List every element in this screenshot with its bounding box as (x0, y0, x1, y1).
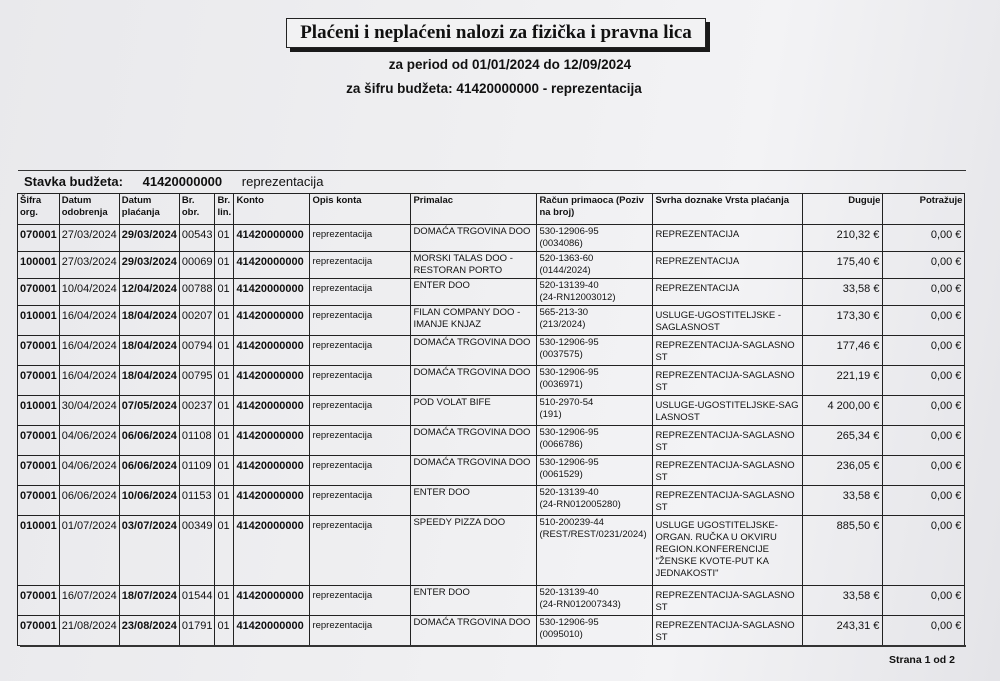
cell-opis-konta: reprezentacija (310, 252, 411, 279)
cell-konto: 41420000000 (234, 456, 310, 486)
cell-sifra: 010001 (18, 396, 60, 426)
cell-br-lin: 01 (215, 279, 234, 306)
account-number: 530-12906-95 (539, 427, 599, 438)
cell-datum-odobrenja: 16/07/2024 (59, 586, 119, 616)
cell-datum-placanja: 07/05/2024 (119, 396, 179, 426)
cell-datum-odobrenja: 04/06/2024 (59, 426, 119, 456)
cell-br-lin: 01 (215, 616, 234, 646)
cell-br-obr: 01109 (179, 456, 215, 486)
cell-datum-placanja: 18/07/2024 (119, 586, 179, 616)
cell-datum-placanja: 06/06/2024 (119, 456, 179, 486)
cell-primalac: POD VOLAT BIFE (411, 396, 537, 426)
cell-datum-placanja: 18/04/2024 (119, 366, 179, 396)
cell-primalac: ENTER DOO (411, 279, 537, 306)
cell-sifra: 070001 (18, 225, 60, 252)
cell-primalac: DOMAĆA TRGOVINA DOO (411, 336, 537, 366)
cell-datum-placanja: 23/08/2024 (119, 616, 179, 646)
cell-potrazuje: 0,00 € (883, 252, 965, 279)
col-datum-placanja: Datum plaćanja (119, 194, 179, 225)
cell-datum-odobrenja: 10/04/2024 (59, 279, 119, 306)
cell-sifra: 010001 (18, 306, 60, 336)
cell-opis-konta: reprezentacija (310, 225, 411, 252)
table-row (18, 252, 965, 279)
cell-konto: 41420000000 (234, 616, 310, 646)
table-row (18, 306, 965, 336)
cell-opis-konta: reprezentacija (310, 366, 411, 396)
cell-datum-odobrenja: 01/07/2024 (59, 516, 119, 586)
payment-reference: (0144/2024) (539, 265, 591, 276)
payments-table (17, 193, 965, 646)
cell-br-lin: 01 (215, 252, 234, 279)
cell-sifra: 070001 (18, 426, 60, 456)
cell-datum-placanja: 06/06/2024 (119, 426, 179, 456)
table-header-row (18, 194, 965, 225)
cell-potrazuje: 0,00 € (883, 516, 965, 586)
cell-sifra: 010001 (18, 516, 60, 586)
cell-sifra: 070001 (18, 336, 60, 366)
cell-datum-odobrenja: 16/04/2024 (59, 306, 119, 336)
cell-br-obr: 01108 (179, 426, 215, 456)
cell-racun (537, 366, 653, 396)
cell-br-lin: 01 (215, 426, 234, 456)
cell-br-lin: 01 (215, 336, 234, 366)
cell-duguje: 175,40 € (803, 252, 883, 279)
cell-br-lin: 01 (215, 516, 234, 586)
cell-racun (537, 516, 653, 586)
table-row (18, 486, 965, 516)
payment-reference: (0066786) (539, 439, 583, 450)
cell-datum-odobrenja: 27/03/2024 (59, 225, 119, 252)
cell-br-lin: 01 (215, 456, 234, 486)
col-br-obr: Br. obr. (179, 194, 215, 225)
table-row (18, 225, 965, 252)
cell-duguje: 177,46 € (803, 336, 883, 366)
cell-duguje: 33,58 € (803, 586, 883, 616)
cell-konto: 41420000000 (234, 426, 310, 456)
cell-opis-konta: reprezentacija (310, 306, 411, 336)
col-svrha-doznake: Svrha doznake Vrsta plaćanja (653, 194, 803, 225)
cell-sifra: 070001 (18, 616, 60, 646)
col-duguje: Duguje (803, 194, 883, 225)
cell-br-lin: 01 (215, 396, 234, 426)
cell-datum-odobrenja: 30/04/2024 (59, 396, 119, 426)
cell-konto: 41420000000 (234, 516, 310, 586)
cell-opis-konta: reprezentacija (310, 586, 411, 616)
cell-racun (537, 456, 653, 486)
cell-datum-odobrenja: 16/04/2024 (59, 336, 119, 366)
account-number: 530-12906-95 (539, 617, 599, 628)
cell-br-lin: 01 (215, 366, 234, 396)
cell-datum-odobrenja: 16/04/2024 (59, 366, 119, 396)
cell-br-obr: 00349 (179, 516, 215, 586)
cell-konto: 41420000000 (234, 366, 310, 396)
cell-datum-placanja: 29/03/2024 (119, 225, 179, 252)
cell-opis-konta: reprezentacija (310, 396, 411, 426)
cell-svrha: REPREZENTACIJA-SAGLASNO ST (653, 336, 803, 366)
cell-br-lin: 01 (215, 225, 234, 252)
cell-racun (537, 279, 653, 306)
cell-primalac: SPEEDY PIZZA DOO (411, 516, 537, 586)
col-primalac: Primalac (411, 194, 537, 225)
cell-racun (537, 306, 653, 336)
cell-datum-placanja: 10/06/2024 (119, 486, 179, 516)
cell-konto: 41420000000 (234, 279, 310, 306)
cell-primalac: DOMAĆA TRGOVINA DOO (411, 456, 537, 486)
cell-br-obr: 00069 (179, 252, 215, 279)
cell-datum-placanja: 03/07/2024 (119, 516, 179, 586)
divider-bottom (20, 645, 966, 647)
account-number: 530-12906-95 (539, 457, 599, 468)
cell-datum-odobrenja: 27/03/2024 (59, 252, 119, 279)
document-title: Plaćeni i neplaćeni nalozi za fizička i pravna lica (286, 18, 706, 48)
cell-br-obr: 00795 (179, 366, 215, 396)
table-row (18, 279, 965, 306)
cell-opis-konta: reprezentacija (310, 336, 411, 366)
cell-racun (537, 586, 653, 616)
cell-potrazuje: 0,00 € (883, 336, 965, 366)
cell-primalac: ENTER DOO (411, 486, 537, 516)
cell-opis-konta: reprezentacija (310, 279, 411, 306)
cell-sifra: 070001 (18, 486, 60, 516)
cell-konto: 41420000000 (234, 586, 310, 616)
cell-br-obr: 00543 (179, 225, 215, 252)
cell-potrazuje: 0,00 € (883, 279, 965, 306)
cell-primalac: ENTER DOO (411, 586, 537, 616)
payment-reference: (24-RN012007343) (539, 599, 621, 610)
cell-konto: 41420000000 (234, 336, 310, 366)
payment-reference: (0095010) (539, 629, 583, 640)
cell-br-lin: 01 (215, 306, 234, 336)
cell-duguje: 265,34 € (803, 426, 883, 456)
account-number: 530-12906-95 (539, 226, 599, 237)
account-number: 510-200239-44 (539, 517, 604, 528)
cell-svrha: USLUGE-UGOSTITELJSKE-SAG LASNOST (653, 396, 803, 426)
account-number: 520-13139-40 (539, 487, 599, 498)
cell-datum-placanja: 18/04/2024 (119, 336, 179, 366)
budget-code-line: za šifru budžeta: 41420000000 - reprezentacija (346, 81, 642, 96)
cell-potrazuje: 0,00 € (883, 366, 965, 396)
cell-br-obr: 01544 (179, 586, 215, 616)
table-row (18, 586, 965, 616)
cell-racun (537, 396, 653, 426)
cell-duguje: 243,31 € (803, 616, 883, 646)
col-sifra: Šifra org. (18, 194, 60, 225)
cell-br-obr: 00794 (179, 336, 215, 366)
cell-br-lin: 01 (215, 586, 234, 616)
cell-racun (537, 225, 653, 252)
table-row (18, 396, 965, 426)
cell-sifra: 070001 (18, 456, 60, 486)
cell-sifra: 100001 (18, 252, 60, 279)
cell-svrha: REPREZENTACIJA-SAGLASNO ST (653, 616, 803, 646)
cell-potrazuje: 0,00 € (883, 225, 965, 252)
cell-racun (537, 616, 653, 646)
col-datum-odobrenja: Datum odobrenja (59, 194, 119, 225)
cell-svrha: REPREZENTACIJA (653, 252, 803, 279)
account-number: 530-12906-95 (539, 337, 599, 348)
cell-primalac: DOMAĆA TRGOVINA DOO (411, 366, 537, 396)
cell-potrazuje: 0,00 € (883, 396, 965, 426)
cell-duguje: 4 200,00 € (803, 396, 883, 426)
cell-konto: 41420000000 (234, 225, 310, 252)
cell-konto: 41420000000 (234, 396, 310, 426)
payment-reference: (24-RN12003012) (539, 292, 616, 303)
cell-racun (537, 486, 653, 516)
cell-br-obr: 01791 (179, 616, 215, 646)
table-row (18, 456, 965, 486)
cell-konto: 41420000000 (234, 252, 310, 279)
cell-duguje: 221,19 € (803, 366, 883, 396)
cell-potrazuje: 0,00 € (883, 306, 965, 336)
cell-racun (537, 336, 653, 366)
cell-datum-placanja: 18/04/2024 (119, 306, 179, 336)
cell-potrazuje: 0,00 € (883, 426, 965, 456)
payment-reference: (0036971) (539, 379, 583, 390)
cell-duguje: 173,30 € (803, 306, 883, 336)
account-number: 520-1363-60 (539, 253, 594, 264)
cell-duguje: 210,32 € (803, 225, 883, 252)
budget-item-code: 41420000000 (142, 174, 223, 189)
cell-racun (537, 252, 653, 279)
cell-br-obr: 00788 (179, 279, 215, 306)
account-number: 565-213-30 (539, 307, 589, 318)
cell-konto: 41420000000 (234, 306, 310, 336)
cell-duguje: 236,05 € (803, 456, 883, 486)
cell-svrha: REPREZENTACIJA-SAGLASNO ST (653, 586, 803, 616)
cell-br-obr: 00237 (179, 396, 215, 426)
cell-svrha: REPREZENTACIJA (653, 225, 803, 252)
cell-racun (537, 426, 653, 456)
account-number: 520-13139-40 (539, 587, 599, 598)
payment-reference: (191) (539, 409, 562, 420)
payment-reference: (0034086) (539, 238, 583, 249)
account-number: 520-13139-40 (539, 280, 599, 291)
cell-svrha: REPREZENTACIJA (653, 279, 803, 306)
col-opis-konta: Opis konta (310, 194, 411, 225)
cell-svrha: REPREZENTACIJA-SAGLASNO ST (653, 486, 803, 516)
cell-primalac: DOMAĆA TRGOVINA DOO (411, 225, 537, 252)
cell-sifra: 070001 (18, 586, 60, 616)
table-row (18, 366, 965, 396)
cell-primalac: DOMAĆA TRGOVINA DOO (411, 616, 537, 646)
cell-svrha: USLUGE UGOSTITELJSKE-ORGAN. RUČKA U OKVIRU REGION.KONFERENCIJE "ŽENSKE KVOTE-PUT KA JEDNAKOSTI" (653, 516, 803, 586)
page-indicator: Strana 1 od 2 (889, 654, 955, 666)
cell-opis-konta: reprezentacija (310, 516, 411, 586)
cell-primalac: FILAN COMPANY DOO - IMANJE KNJAZ (411, 306, 537, 336)
payment-reference: (0037575) (539, 349, 583, 360)
account-number: 530-12906-95 (539, 367, 599, 378)
cell-svrha: USLUGE-UGOSTITELJSKE - SAGLASNOST (653, 306, 803, 336)
cell-datum-odobrenja: 06/06/2024 (59, 486, 119, 516)
cell-duguje: 33,58 € (803, 279, 883, 306)
cell-opis-konta: reprezentacija (310, 456, 411, 486)
cell-potrazuje: 0,00 € (883, 616, 965, 646)
cell-potrazuje: 0,00 € (883, 456, 965, 486)
payment-reference: (213/2024) (539, 319, 586, 330)
cell-datum-placanja: 12/04/2024 (119, 279, 179, 306)
cell-opis-konta: reprezentacija (310, 426, 411, 456)
budget-item-line (24, 174, 323, 189)
cell-primalac: DOMAĆA TRGOVINA DOO (411, 426, 537, 456)
cell-opis-konta: reprezentacija (310, 486, 411, 516)
cell-duguje: 33,58 € (803, 486, 883, 516)
table-row (18, 616, 965, 646)
cell-datum-placanja: 29/03/2024 (119, 252, 179, 279)
cell-potrazuje: 0,00 € (883, 586, 965, 616)
cell-duguje: 885,50 € (803, 516, 883, 586)
cell-sifra: 070001 (18, 279, 60, 306)
cell-svrha: REPREZENTACIJA-SAGLASNO ST (653, 456, 803, 486)
col-racun-primaoca: Račun primaoca (Poziv na broj) (537, 194, 653, 225)
cell-konto: 41420000000 (234, 486, 310, 516)
payment-reference: (REST/REST/0231/2024) (539, 529, 647, 540)
cell-svrha: REPREZENTACIJA-SAGLASNO ST (653, 366, 803, 396)
payment-reference: (0061529) (539, 469, 583, 480)
cell-br-lin: 01 (215, 486, 234, 516)
table-row (18, 426, 965, 456)
cell-opis-konta: reprezentacija (310, 616, 411, 646)
cell-br-obr: 00207 (179, 306, 215, 336)
payment-reference: (24-RN012005280) (539, 499, 621, 510)
cell-svrha: REPREZENTACIJA-SAGLASNO ST (653, 426, 803, 456)
col-br-lin: Br. lin. (215, 194, 234, 225)
budget-item-name: reprezentacija (241, 174, 324, 189)
cell-br-obr: 01153 (179, 486, 215, 516)
budget-item-label: Stavka budžeta: (24, 174, 123, 189)
table-row (18, 516, 965, 586)
cell-sifra: 070001 (18, 366, 60, 396)
col-potrazuje: Potražuje (883, 194, 965, 225)
divider-top (18, 170, 966, 171)
cell-datum-odobrenja: 21/08/2024 (59, 616, 119, 646)
cell-datum-odobrenja: 04/06/2024 (59, 456, 119, 486)
table-row (18, 336, 965, 366)
cell-potrazuje: 0,00 € (883, 486, 965, 516)
period-line: za period od 01/01/2024 do 12/09/2024 (388, 57, 632, 72)
account-number: 510-2970-54 (539, 397, 594, 408)
cell-primalac: MORSKI TALAS DOO - RESTORAN PORTO (411, 252, 537, 279)
col-konto: Konto (234, 194, 310, 225)
